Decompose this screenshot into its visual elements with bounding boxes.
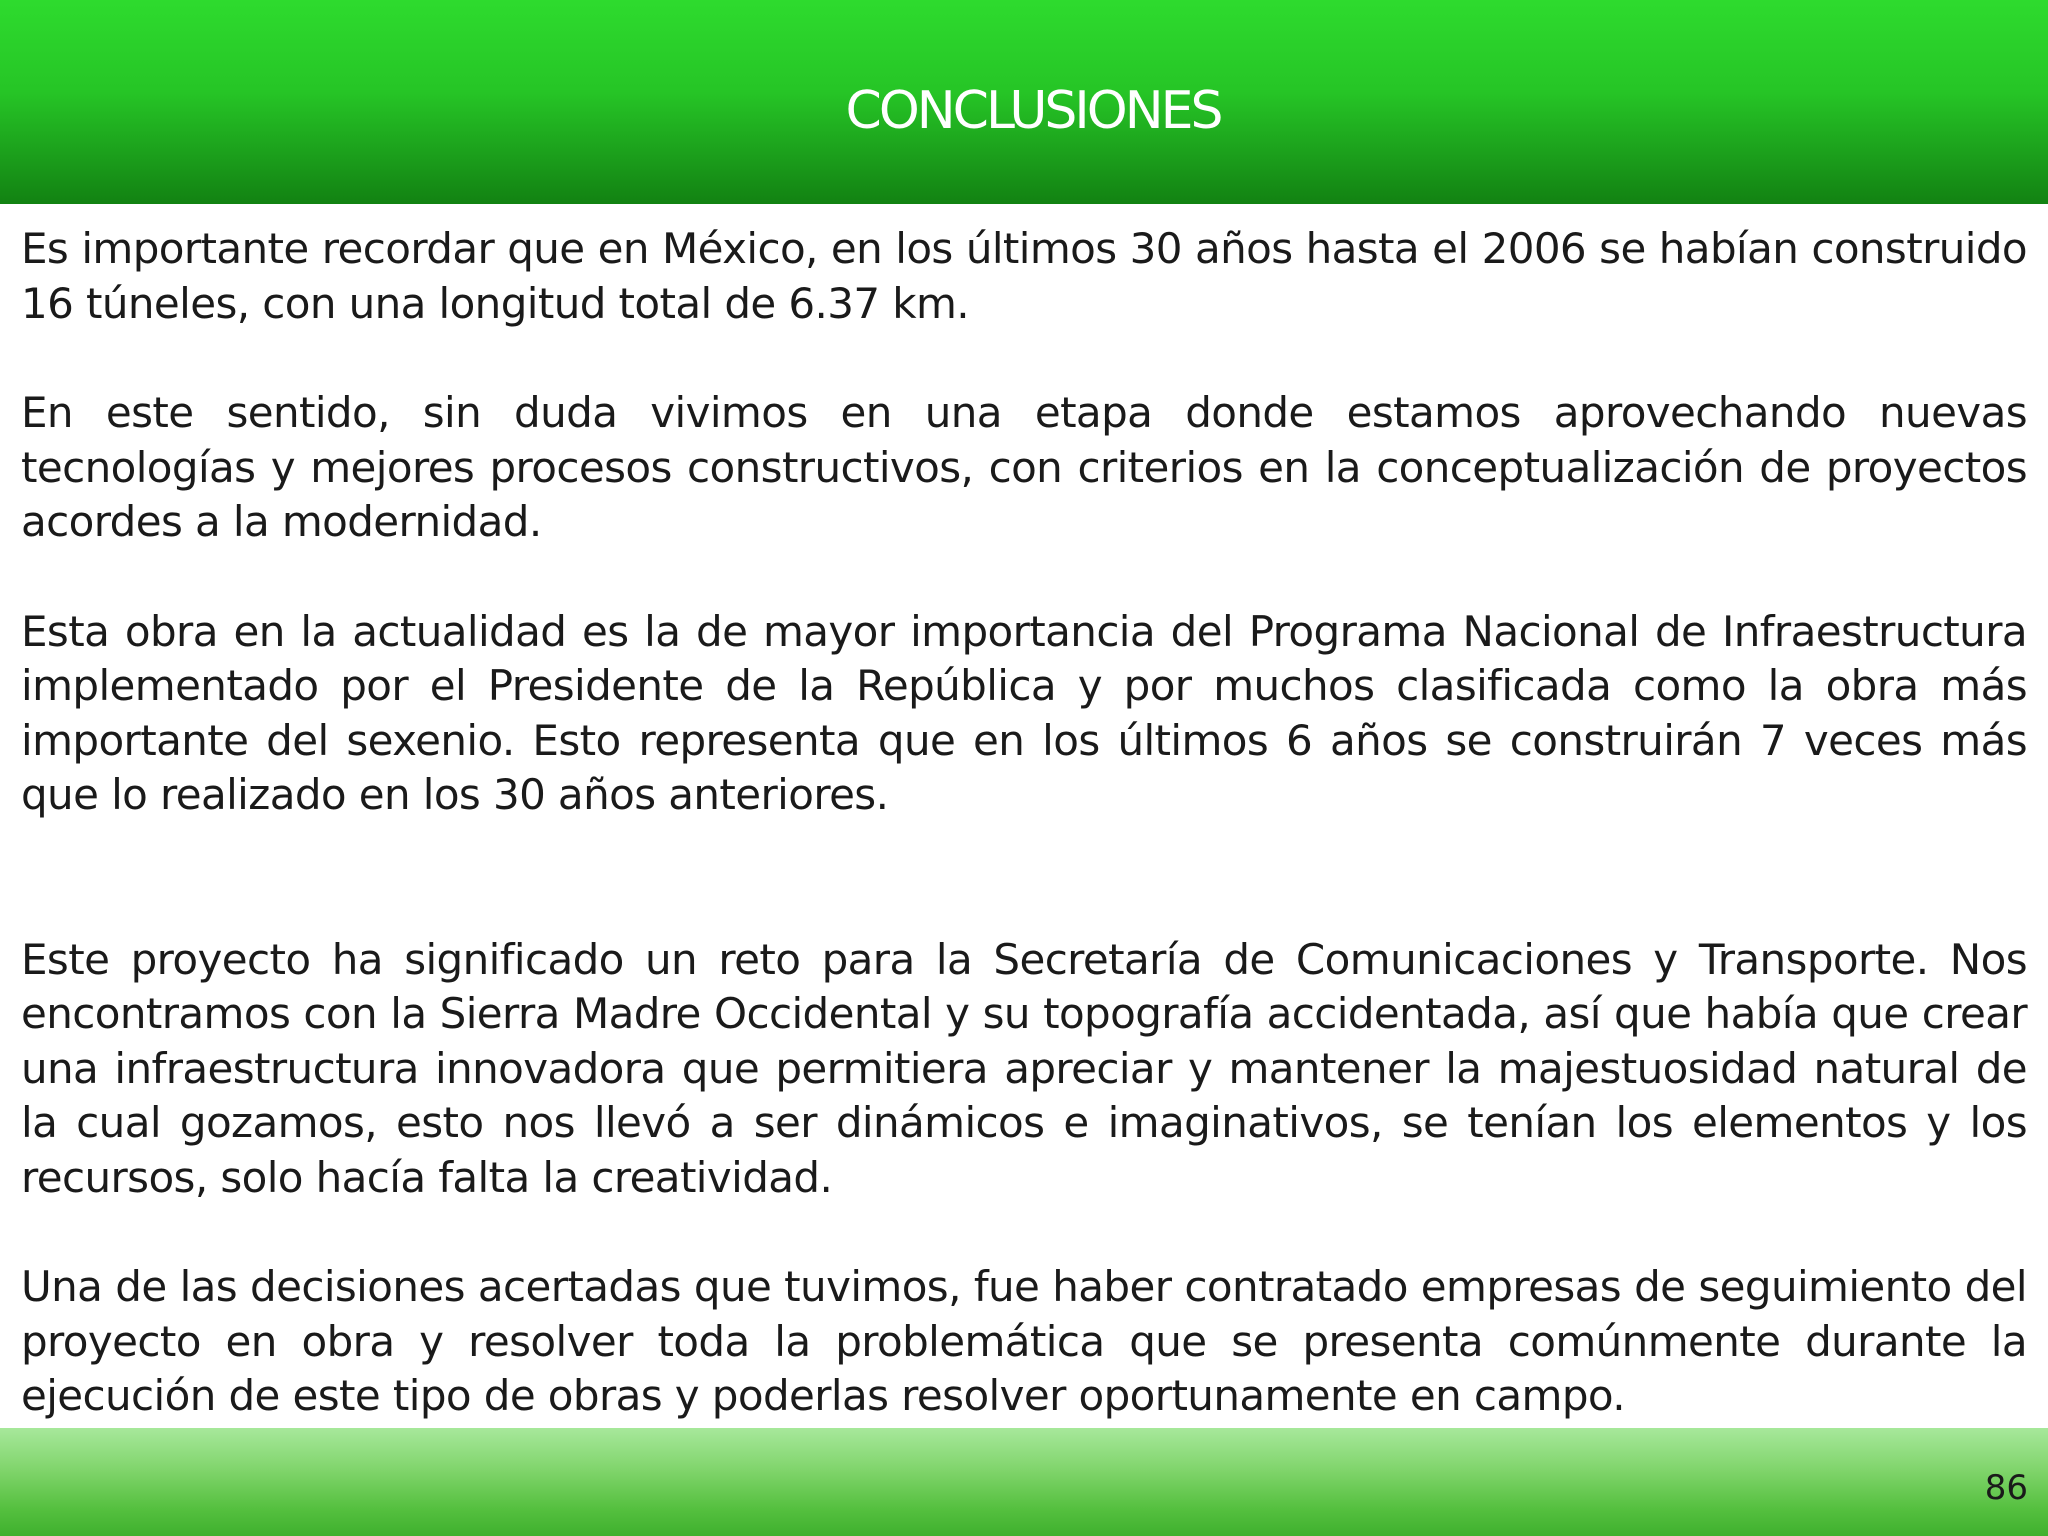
paragraph-spacer (21, 1205, 2027, 1260)
paragraph-spacer (21, 823, 2027, 933)
header-band (0, 0, 2048, 204)
footer-band (0, 1428, 2048, 1536)
page-number: 86 (1984, 1468, 2028, 1508)
paragraph-new-technologies: En este sentido, sin duda vivimos en una etapa donde estamos aprovechando nuevas tecnologías y mejores procesos constructivos, con criterios en la conceptualización de proyectos acordes a la modernidad. (21, 388, 2027, 546)
slide-title: CONCLUSIONES (845, 81, 1221, 141)
paragraph-spacer (21, 331, 2027, 386)
paragraph-supervision-decisions: Una de las decisiones acertadas que tuvimos, fue haber contratado empresas de seguimiento del proyecto en obra y resolver toda la problemática que se presenta comúnmente durante la ejecución de este tipo de obras y poderlas resolver oportunamente en campo. (21, 1262, 2027, 1420)
paragraph-project-challenge: Este proyecto ha significado un reto para la Secretaría de Comunicaciones y Transporte. Nos encontramos con la Sierra Madre Occidental y su topografía accidentada, así que había que crear una infraestructura innovadora que permitiera apreciar y mantener la majestuosidad natural de la cual gozamos, esto nos llevó a ser dinámicos e imaginativos, se tenían los elementos y los recursos, solo hacía falta la creatividad. (21, 934, 2027, 1202)
slide-body (21, 222, 2027, 1424)
paragraph-tunnels-history: Es importante recordar que en México, en los últimos 30 años hasta el 2006 se habían construido 16 túneles, con una longitud total de 6.37 km. (21, 224, 2027, 328)
paragraph-spacer (21, 550, 2027, 605)
paragraph-program-importance: Esta obra en la actualidad es la de mayor importancia del Programa Nacional de Infraestructura implementado por el Presidente de la República y por muchos clasificada como la obra más importante del sexenio. Esto representa que en los últimos 6 años se construirán 7 veces más que lo realizado en los 30 años anteriores. (21, 606, 2027, 819)
